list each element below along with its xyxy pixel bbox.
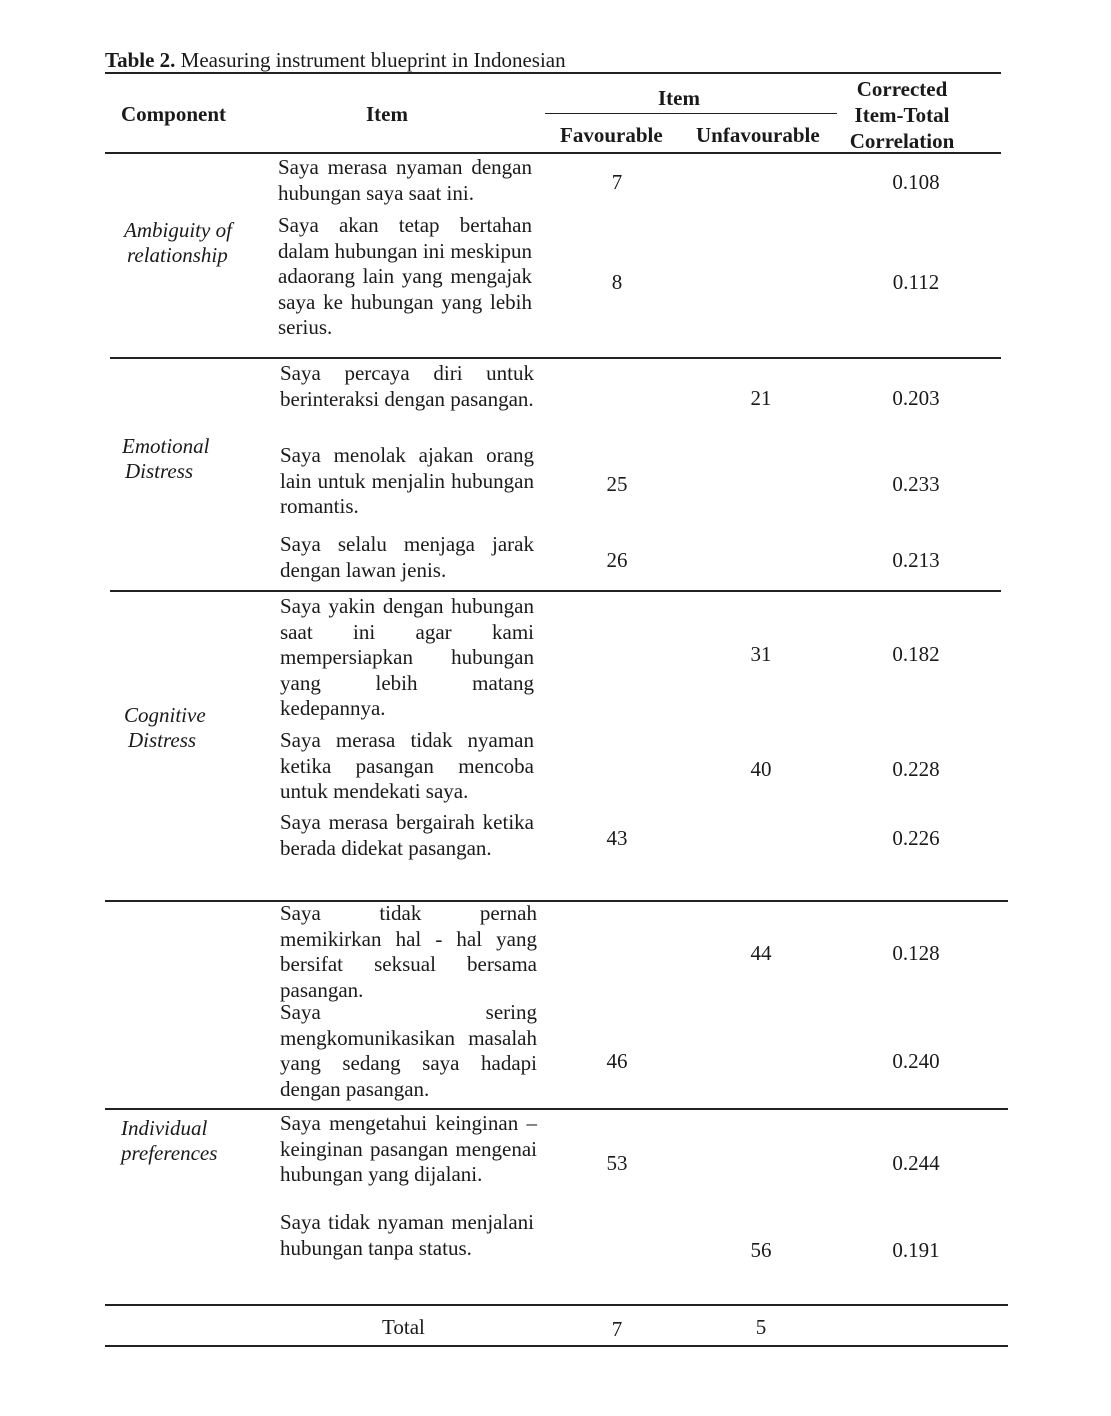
table-row-item-1: Saya merasa nyaman dengan hubungan saya saat ini. [278,155,532,205]
total-top-rule [105,1304,1008,1306]
table-row-fav-8: 43 [606,826,628,850]
component-ambiguity-line-1: Ambiguity of [124,218,232,242]
table-row-unfav-9: 44 [750,941,772,965]
table-row-unfav-12: 56 [750,1238,772,1262]
table-row-fav-10: 46 [606,1049,628,1073]
header-corrected-line-3: Correlation [849,129,955,153]
header-item-group: Item [658,86,700,110]
header-unfavourable: Unfavourable [696,123,820,147]
component-cognitive [124,703,206,753]
header-component: Component [121,102,227,126]
table-row-corr-5: 0.213 [892,548,940,572]
header-item: Item [366,102,408,126]
header-corrected-line-2: Item-Total [854,103,950,127]
caption-label: Table 2. [105,48,176,72]
table-row-corr-1: 0.108 [892,170,940,194]
component-emotional-line-2: Distress [125,459,194,483]
component-ambiguity-line-2: relationship [127,243,228,267]
section-rule-1 [110,357,1001,359]
component-ambiguity [124,218,232,268]
component-cognitive-line-2: Distress [128,728,197,752]
table-row-item-6: Saya yakin dengan hubungan saat ini agar kami mempersiapkan hubungan yang lebih matang kedepannya. [280,594,534,720]
table-row-corr-8: 0.226 [892,826,940,850]
table-row-fav-11: 53 [606,1151,628,1175]
table-row-item-5: Saya selalu menjaga jarak dengan lawan jenis. [280,532,534,582]
table-row-item-8: Saya merasa bergairah ketika berada didekat pasangan. [280,810,534,860]
component-emotional [122,434,210,484]
header-corrected [846,76,958,154]
bottom-rule [105,1345,1008,1347]
table-row-corr-7: 0.228 [892,757,940,781]
table-caption [105,48,566,73]
total-label: Total [382,1315,425,1339]
table-row-item-12: Saya tidak nyaman menjalani hubungan tanpa status. [280,1210,534,1260]
component-individual-line-2: preferences [121,1141,218,1165]
table-row-corr-3: 0.203 [892,386,940,410]
table-row-item-9: Saya tidak pernah memikirkan hal - hal yang bersifat seksual bersama pasangan. [280,901,537,1002]
top-rule [105,72,1001,74]
header-corrected-line-1: Corrected [856,77,948,101]
caption-text: Measuring instrument blueprint in Indonesian [180,48,566,72]
total-favourable: 7 [611,1317,623,1341]
component-individual [121,1116,217,1166]
table-row-corr-2: 0.112 [892,270,940,294]
component-emotional-line-1: Emotional [122,434,210,458]
table-row-fav-4: 25 [606,472,628,496]
table-row-item-4: Saya menolak ajakan orang lain untuk menjalin hubungan romantis. [280,443,534,518]
component-cognitive-line-1: Cognitive [124,703,206,727]
table-row-fav-1: 7 [611,170,623,194]
table-row-item-2: Saya akan tetap bertahan dalam hubungan ini meskipun adaorang lain yang mengajak saya ke hubungan yang lebih serius. [278,213,532,339]
table-row-item-7: Saya merasa tidak nyaman ketika pasangan mencoba untuk mendekati saya. [280,728,534,803]
section-rule-2 [110,590,1001,592]
table-row-corr-10: 0.240 [892,1049,940,1073]
table-row-fav-5: 26 [606,548,628,572]
table-row-unfav-3: 21 [750,386,772,410]
table-row-fav-2: 8 [611,270,623,294]
table-row-corr-6: 0.182 [892,642,940,666]
table-row-unfav-7: 40 [750,757,772,781]
section-rule-4 [105,1108,1008,1110]
item-group-rule [545,113,837,114]
table-row-corr-11: 0.244 [892,1151,940,1175]
table-row-unfav-6: 31 [750,642,772,666]
table-row-item-10: Saya sering mengkomunikasikan masalah yang sedang saya hadapi dengan pasangan. [280,1000,537,1101]
table-row-item-11: Saya mengetahui keinginan – keinginan pasangan mengenai hubungan yang dijalani. [280,1111,537,1186]
total-unfavourable: 5 [755,1315,767,1339]
header-favourable: Favourable [560,123,663,147]
table-row-corr-9: 0.128 [892,941,940,965]
component-individual-line-1: Individual [121,1116,208,1140]
table-row-item-3: Saya percaya diri untuk berinteraksi dengan pasangan. [280,361,534,411]
table-row-corr-4: 0.233 [892,472,940,496]
table-row-corr-12: 0.191 [892,1238,940,1262]
section-rule-3 [105,900,1008,902]
